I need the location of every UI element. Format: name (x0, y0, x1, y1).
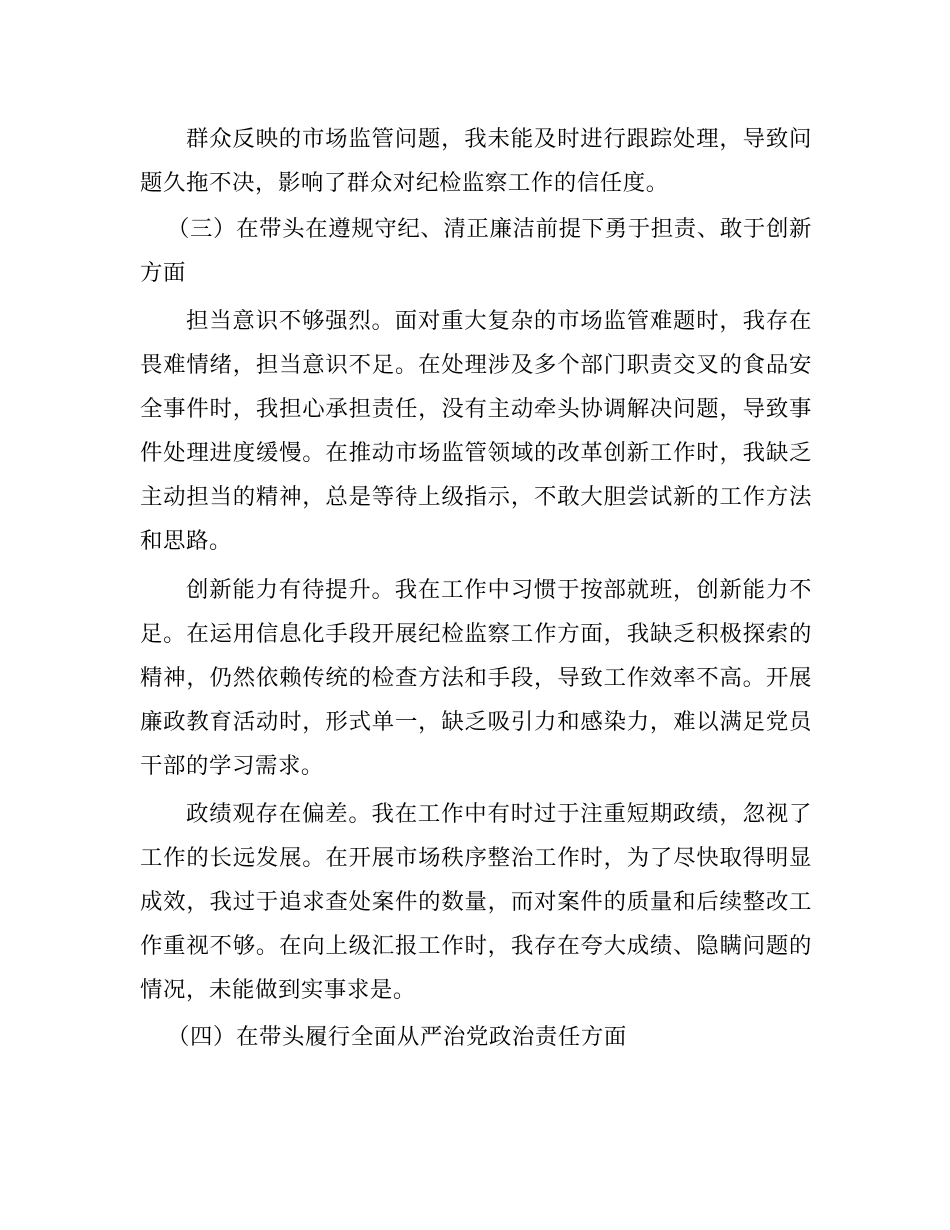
section-heading-three: （三）在带头在遵规守纪、清正廉洁前提下勇于担责、敢于创新方面 (140, 216, 812, 286)
paragraph-feedback-handling: 群众反映的市场监管问题，我未能及时进行跟踪处理，导致问题久拖不决，影响了群众对纪检监察工作的信任度。 (140, 126, 812, 196)
paragraph-performance-view: 政绩观存在偏差。我在工作中有时过于注重短期政绩，忽视了工作的长远发展。在开展市场秩序整治工作时，为了尽快取得明显成效，我过于追求查处案件的数量，而对案件的质量和后续整改工作重视不够。在向上级汇报工作时，我存在夸大成绩、隐瞒问题的情况，未能做到实事求是。 (140, 801, 812, 1003)
paragraph-innovation-ability: 创新能力有待提升。我在工作中习惯于按部就班，创新能力不足。在运用信息化手段开展纪检监察工作方面，我缺乏积极探索的精神，仍然依赖传统的检查方法和手段，导致工作效率不高。开展廉政教育活动时，形式单一，缺乏吸引力和感染力，难以满足党员干部的学习需求。 (140, 577, 812, 779)
paragraph-responsibility-awareness: 担当意识不够强烈。面对重大复杂的市场监管难题时，我存在畏难情绪，担当意识不足。在处理涉及多个部门职责交叉的食品安全事件时，我担心承担责任，没有主动牵头协调解决问题，导致事件处理进度缓慢。在推动市场监管领域的改革创新工作时，我缺乏主动担当的精神，总是等待上级指示，不敢大胆尝试新的工作方法和思路。 (140, 308, 812, 554)
document-page (140, 117, 812, 1059)
section-heading-four: （四）在带头履行全面从严治党政治责任方面 (167, 1024, 627, 1050)
